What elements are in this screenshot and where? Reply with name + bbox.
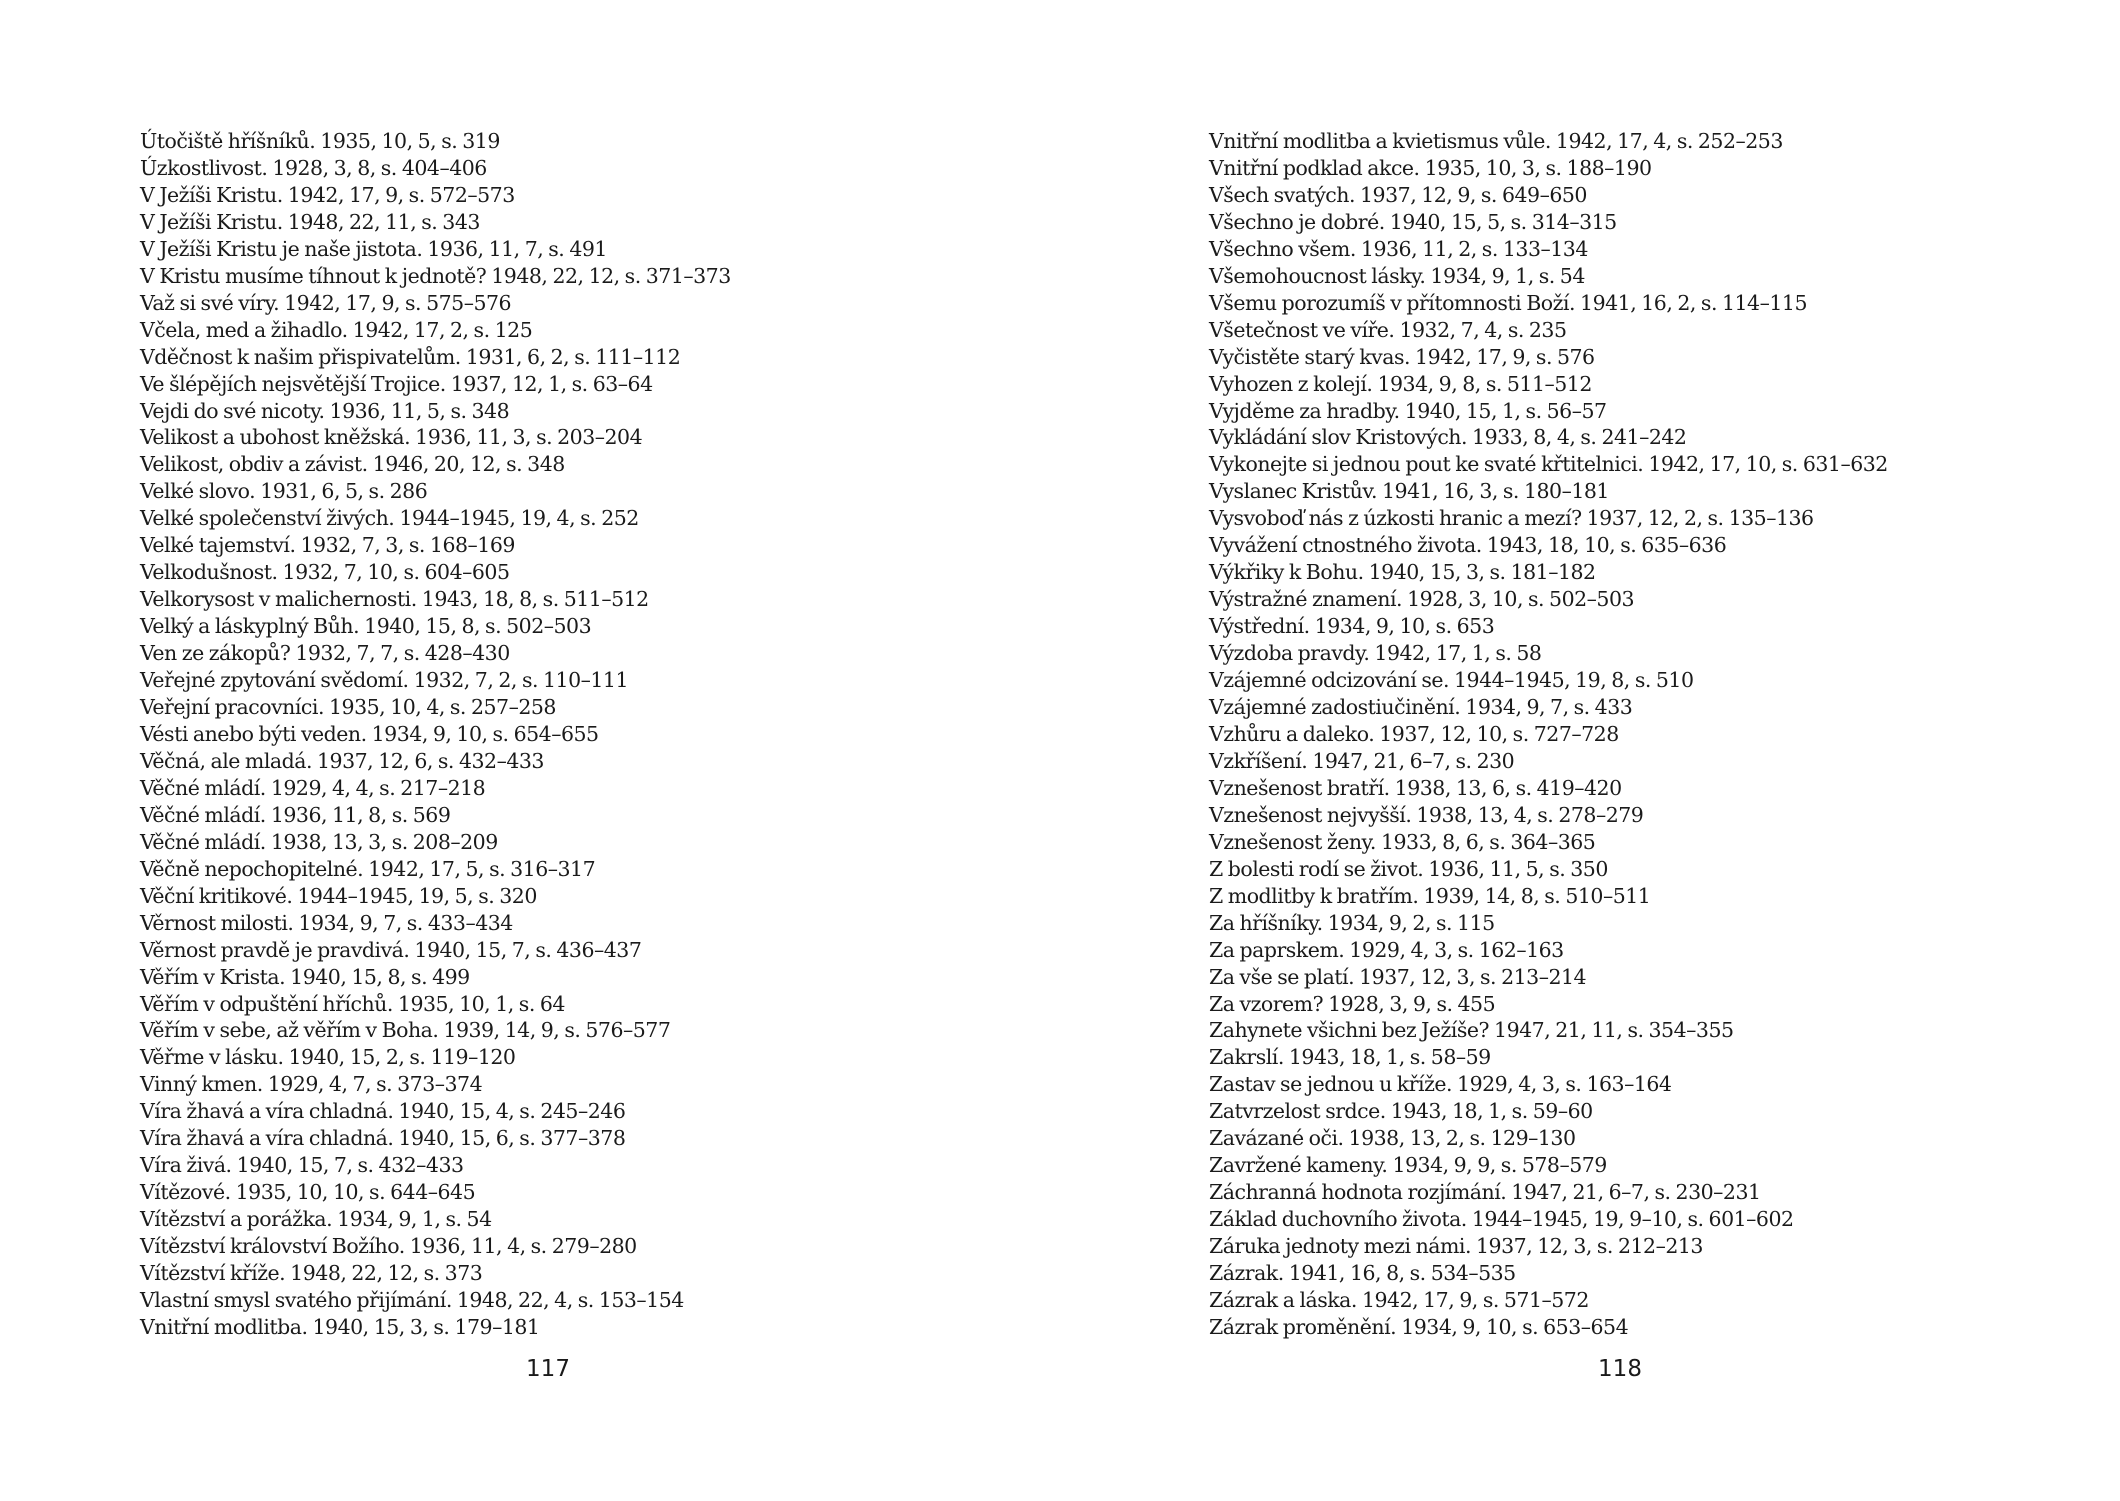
index-entry: Věčné mládí. 1936, 11, 8, s. 569	[140, 802, 451, 827]
index-entry: Věčná, ale mladá. 1937, 12, 6, s. 432–433	[140, 748, 544, 773]
index-entry: Záruka jednoty mezi námi. 1937, 12, 3, s. 212–213	[1209, 1234, 1703, 1259]
index-entry: Vyhozen z kolejí. 1934, 9, 8, s. 511–512	[1209, 371, 1592, 396]
index-entry: Víra žhavá a víra chladná. 1940, 15, 4, s. 245–246	[140, 1099, 626, 1124]
index-entry: Věčné mládí. 1929, 4, 4, s. 217–218	[140, 775, 486, 800]
index-entry: Zastav se jednou u kříže. 1929, 4, 3, s. 163–164	[1209, 1072, 1672, 1097]
index-entry: Velký a láskyplný Bůh. 1940, 15, 8, s. 502–503	[140, 614, 592, 639]
right-page	[1060, 0, 2120, 1501]
index-entry: Velikost a ubohost kněžská. 1936, 11, 3, s. 203–204	[140, 425, 643, 450]
index-entry: Z bolesti rodí se život. 1936, 11, 5, s. 350	[1209, 856, 1608, 881]
index-entry: Zavržené kameny. 1934, 9, 9, s. 578–579	[1209, 1153, 1607, 1178]
index-entry: Věřme v lásku. 1940, 15, 2, s. 119–120	[140, 1045, 516, 1070]
index-entry: Zázrak proměnění. 1934, 9, 10, s. 653–654	[1209, 1314, 1629, 1339]
index-entry: Velikost, obdiv a závist. 1946, 20, 12, s. 348	[140, 452, 565, 477]
index-entry: Všemu porozumíš v přítomnosti Boží. 1941, 16, 2, s. 114–115	[1209, 290, 1807, 315]
index-entry: Zázrak a láska. 1942, 17, 9, s. 571–572	[1209, 1287, 1589, 1312]
index-entry: Velké společenství živých. 1944–1945, 19, 4, s. 252	[140, 506, 639, 531]
index-entry: Věřím v odpuštění hříchů. 1935, 10, 1, s. 64	[140, 991, 565, 1016]
page-number: 117	[526, 1356, 570, 1382]
index-entry: Vyjděme za hradby. 1940, 15, 1, s. 56–57	[1209, 398, 1607, 423]
index-entry: Včela, med a žihadlo. 1942, 17, 2, s. 125	[140, 317, 533, 342]
index-entry: Vysvoboď nás z úzkosti hranic a mezí? 1937, 12, 2, s. 135–136	[1209, 506, 1814, 531]
index-entry: Vésti anebo býti veden. 1934, 9, 10, s. 654–655	[140, 721, 599, 746]
index-entry: Zavázané oči. 1938, 13, 2, s. 129–130	[1209, 1126, 1576, 1151]
index-entry: Víra živá. 1940, 15, 7, s. 432–433	[140, 1153, 464, 1178]
index-entry: Vyslanec Kristův. 1941, 16, 3, s. 180–181	[1209, 479, 1609, 504]
index-entry: Výstražné znamení. 1928, 3, 10, s. 502–503	[1209, 587, 1635, 612]
index-entry: Zakrslí. 1943, 18, 1, s. 58–59	[1209, 1045, 1491, 1070]
index-entry-list	[1209, 128, 1888, 1341]
index-entry: Vzhůru a daleko. 1937, 12, 10, s. 727–728	[1209, 721, 1619, 746]
index-entry: Vděčnost k našim přispivatelům. 1931, 6, 2, s. 111–112	[140, 344, 681, 369]
index-entry: Važ si své víry. 1942, 17, 9, s. 575–576	[140, 290, 512, 315]
index-entry: Výkřiky k Bohu. 1940, 15, 3, s. 181–182	[1209, 560, 1596, 585]
index-entry: Vznešenost bratří. 1938, 13, 6, s. 419–420	[1209, 775, 1622, 800]
index-entry: Všetečnost ve víře. 1932, 7, 4, s. 235	[1209, 317, 1567, 342]
index-entry: Vykonejte si jednou pout ke svaté křtitelnici. 1942, 17, 10, s. 631–632	[1209, 452, 1888, 477]
index-entry: Vyčistěte starý kvas. 1942, 17, 9, s. 576	[1209, 344, 1595, 369]
index-entry: V Ježíši Kristu je naše jistota. 1936, 11, 7, s. 491	[140, 236, 607, 261]
page-number: 118	[1598, 1356, 1642, 1382]
index-entry: Vznešenost nejvyšší. 1938, 13, 4, s. 278–279	[1209, 802, 1644, 827]
index-entry: Všemohoucnost lásky. 1934, 9, 1, s. 54	[1209, 263, 1585, 288]
index-entry: Věrnost pravdě je pravdivá. 1940, 15, 7, s. 436–437	[140, 937, 642, 962]
index-entry: Věčné mládí. 1938, 13, 3, s. 208–209	[140, 829, 498, 854]
index-entry: Věrnost milosti. 1934, 9, 7, s. 433–434	[140, 910, 513, 935]
index-entry: Vznešenost ženy. 1933, 8, 6, s. 364–365	[1209, 829, 1596, 854]
index-entry: Záchranná hodnota rozjímání. 1947, 21, 6–7, s. 230–231	[1209, 1180, 1761, 1205]
index-entry: Vnitřní podklad akce. 1935, 10, 3, s. 188–190	[1209, 155, 1652, 180]
index-entry: Útočiště hříšníků. 1935, 10, 5, s. 319	[140, 129, 500, 153]
index-entry-list	[140, 128, 731, 1341]
index-entry: Velkorysost v malichernosti. 1943, 18, 8, s. 511–512	[140, 587, 649, 612]
index-entry: V Kristu musíme tíhnout k jednotě? 1948, 22, 12, s. 371–373	[140, 263, 731, 288]
index-entry: Věřím v sebe, až věřím v Boha. 1939, 14, 9, s. 576–577	[140, 1018, 671, 1043]
index-entry: Vzájemné odcizování se. 1944–1945, 19, 8, s. 510	[1209, 668, 1694, 693]
index-entry: V Ježíši Kristu. 1942, 17, 9, s. 572–573	[140, 182, 515, 207]
index-entry: Vnitřní modlitba a kvietismus vůle. 1942, 17, 4, s. 252–253	[1209, 129, 1783, 153]
index-entry: Vejdi do své nicoty. 1936, 11, 5, s. 348	[140, 398, 510, 423]
index-entry: Vítězství království Božího. 1936, 11, 4, s. 279–280	[140, 1234, 637, 1259]
index-entry: Velkodušnost. 1932, 7, 10, s. 604–605	[140, 560, 510, 585]
index-entry: Vyvážení ctnostného života. 1943, 18, 10, s. 635–636	[1209, 533, 1727, 558]
index-entry: Základ duchovního života. 1944–1945, 19, 9–10, s. 601–602	[1209, 1207, 1794, 1232]
index-entry: Z modlitby k bratřím. 1939, 14, 8, s. 510–511	[1209, 883, 1651, 908]
index-entry: Vnitřní modlitba. 1940, 15, 3, s. 179–181	[140, 1314, 540, 1339]
index-entry: Vykládání slov Kristových. 1933, 8, 4, s. 241–242	[1209, 425, 1687, 450]
index-entry: Výstřední. 1934, 9, 10, s. 653	[1209, 614, 1495, 639]
index-entry: Veřejné zpytování svědomí. 1932, 7, 2, s. 110–111	[140, 668, 628, 693]
index-entry: Všechno je dobré. 1940, 15, 5, s. 314–315	[1209, 209, 1617, 234]
index-entry: Veřejní pracovníci. 1935, 10, 4, s. 257–258	[140, 695, 556, 720]
index-entry: Za vše se platí. 1937, 12, 3, s. 213–214	[1209, 964, 1587, 989]
index-entry: V Ježíši Kristu. 1948, 22, 11, s. 343	[140, 209, 480, 234]
index-entry: Všech svatých. 1937, 12, 9, s. 649–650	[1209, 182, 1587, 207]
index-entry: Výzdoba pravdy. 1942, 17, 1, s. 58	[1209, 641, 1542, 666]
index-entry: Věčně nepochopitelné. 1942, 17, 5, s. 316–317	[140, 856, 596, 881]
index-entry: Zázrak. 1941, 16, 8, s. 534–535	[1209, 1261, 1516, 1286]
index-entry: Všechno všem. 1936, 11, 2, s. 133–134	[1209, 236, 1588, 261]
index-entry: Zahynete všichni bez Ježíše? 1947, 21, 11, s. 354–355	[1209, 1018, 1734, 1043]
index-entry: Ven ze zákopů? 1932, 7, 7, s. 428–430	[140, 641, 510, 666]
index-entry: Vítězství kříže. 1948, 22, 12, s. 373	[140, 1261, 483, 1286]
index-entry: Věční kritikové. 1944–1945, 19, 5, s. 320	[140, 883, 537, 908]
index-entry: Za paprskem. 1929, 4, 3, s. 162–163	[1209, 937, 1564, 962]
index-entry: Víra žhavá a víra chladná. 1940, 15, 6, s. 377–378	[140, 1126, 626, 1151]
index-entry: Velké slovo. 1931, 6, 5, s. 286	[140, 479, 428, 504]
index-entry: Vlastní smysl svatého přijímání. 1948, 22, 4, s. 153–154	[140, 1287, 684, 1312]
index-entry: Věřím v Krista. 1940, 15, 8, s. 499	[140, 964, 470, 989]
index-entry: Velké tajemství. 1932, 7, 3, s. 168–169	[140, 533, 515, 558]
index-entry: Za vzorem? 1928, 3, 9, s. 455	[1209, 991, 1496, 1016]
index-entry: Vzkříšení. 1947, 21, 6–7, s. 230	[1209, 748, 1515, 773]
index-entry: Úzkostlivost. 1928, 3, 8, s. 404–406	[140, 155, 487, 180]
index-entry: Ve šlépějích nejsvětější Trojice. 1937, 12, 1, s. 63–64	[140, 371, 653, 396]
index-entry: Zatvrzelost srdce. 1943, 18, 1, s. 59–60	[1209, 1099, 1593, 1124]
index-entry: Vítězství a porážka. 1934, 9, 1, s. 54	[140, 1207, 492, 1232]
index-entry: Za hříšníky. 1934, 9, 2, s. 115	[1209, 910, 1495, 935]
index-entry: Vítězové. 1935, 10, 10, s. 644–645	[140, 1180, 476, 1205]
index-entry: Vzájemné zadostiučinění. 1934, 9, 7, s. 433	[1209, 695, 1633, 720]
index-entry: Vinný kmen. 1929, 4, 7, s. 373–374	[140, 1072, 483, 1097]
